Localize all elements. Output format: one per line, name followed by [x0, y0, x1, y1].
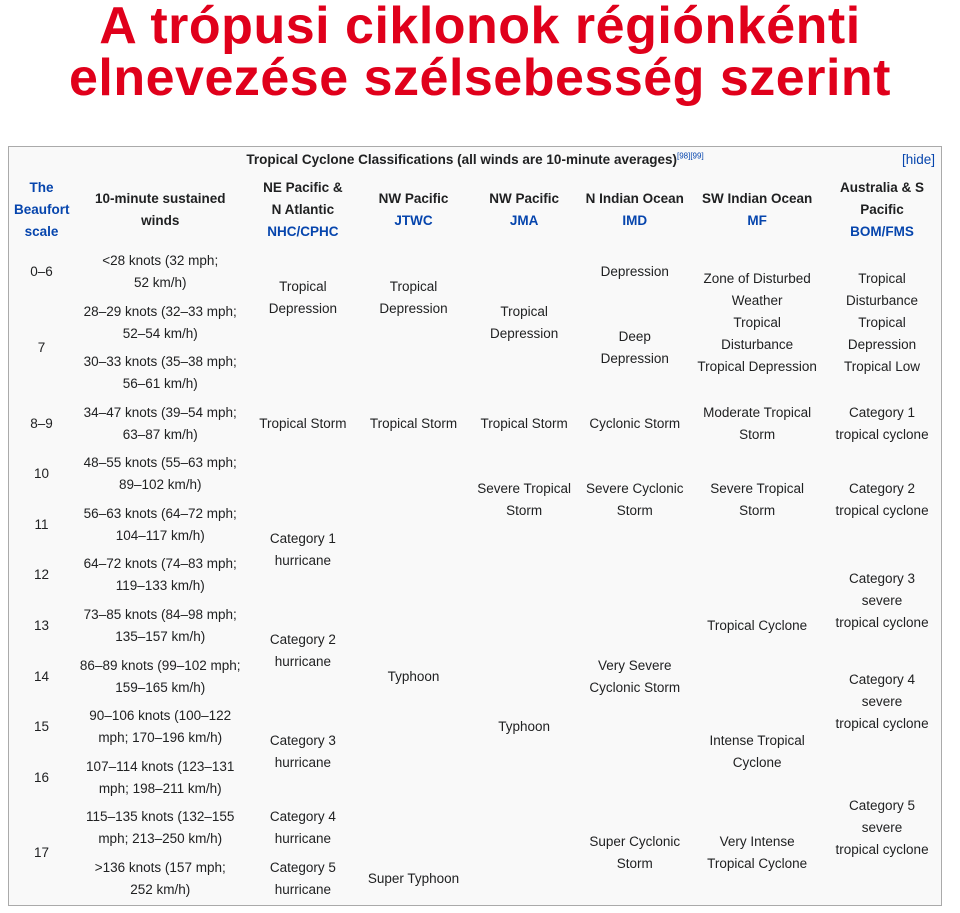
- jtwc-super-typhoon: Super Typhoon: [359, 854, 468, 903]
- nhc-category-2: [249, 602, 358, 701]
- wind-cell: [74, 652, 247, 701]
- mf-very-intense-tropical-cyclone: [691, 804, 823, 903]
- cell-text-line: Category 3: [849, 570, 916, 586]
- cell-text-line: hurricane: [274, 755, 331, 771]
- cell-text-line: NW Pacific: [489, 190, 560, 206]
- cell-text-line: Category 4: [849, 671, 916, 687]
- cell-text-line: severe: [861, 592, 903, 608]
- jtwc-empty-cell: [359, 349, 468, 398]
- cell-text-line: mph; 213–250 km/h): [98, 831, 223, 847]
- cell-text-line: 104–117 km/h): [115, 527, 205, 543]
- cell-text-line: Category 1: [269, 531, 336, 547]
- nhc-tropical-storm: Tropical Storm: [249, 400, 358, 449]
- wind-cell: [74, 501, 247, 550]
- beaufort-cell: 16: [11, 753, 72, 802]
- cell-text-line: Storm: [506, 502, 543, 518]
- wind-cell: [74, 703, 247, 752]
- cell-text-line: mph; 170–196 km/h): [98, 730, 223, 746]
- header-jtwc: [359, 173, 468, 246]
- nhc-category-4: [249, 804, 358, 853]
- beaufort-cell: 14: [11, 652, 72, 701]
- classification-table-frame: [8, 146, 942, 906]
- cell-text-line: Super Cyclonic: [589, 834, 681, 850]
- mf-low-categories: [691, 248, 823, 398]
- cell-text-line: Cyclone: [732, 755, 782, 771]
- jtwc-typhoon: Typhoon: [359, 501, 468, 853]
- slide-title-line-1: A trópusi ciklonok régiónkénti: [99, 0, 861, 55]
- cell-text-line: tropical cyclone: [835, 842, 929, 858]
- cell-text-line: Tropical: [733, 314, 781, 330]
- cell-text-line: 34–47 knots (39–54 mph;: [83, 404, 237, 420]
- beaufort-cell: 7: [11, 299, 72, 398]
- cell-text-line: Depression: [847, 336, 917, 352]
- cell-text-line: >136 knots (157 mph;: [94, 859, 226, 875]
- beaufort-cell: 12: [11, 551, 72, 600]
- wind-cell: [74, 602, 247, 651]
- beaufort-cell: 15: [11, 703, 72, 752]
- cell-text-line: 252 km/h): [130, 881, 191, 897]
- cell-text-line: Australia & S: [840, 179, 925, 195]
- cell-text-line: Disturbance: [846, 292, 919, 308]
- wind-cell: [74, 248, 247, 297]
- imd-super-cyclonic-storm: [580, 804, 689, 903]
- cell-text-line: hurricane: [274, 881, 331, 897]
- beaufort-cell: 0–6: [11, 248, 72, 297]
- cell-text-line: Deep: [618, 329, 651, 345]
- nhc-category-3: [249, 703, 358, 802]
- cell-text-line: 28–29 knots (32–33 mph;: [83, 303, 237, 319]
- cell-text-line: scale: [24, 223, 59, 239]
- slide-title-line-2: elnevezése szélsebesség szerint: [69, 49, 891, 107]
- cell-text-line: Very Intense: [719, 834, 795, 850]
- header-nhc: [249, 173, 358, 246]
- nhc-empty-cell: [249, 450, 358, 499]
- cell-text-line: 56–63 knots (64–72 mph;: [83, 505, 237, 521]
- wind-cell: [74, 349, 247, 398]
- jma-severe-tropical-storm: [470, 450, 579, 549]
- cell-text-line: 119–133 km/h): [115, 578, 205, 594]
- wind-cell: [74, 299, 247, 348]
- cell-text-line: Category 2: [269, 632, 336, 648]
- bom-low-categories: [825, 248, 939, 398]
- header-bom: [825, 173, 939, 246]
- cell-text-line: hurricane: [274, 831, 331, 847]
- bom-category-3: [825, 551, 939, 650]
- nhc-category-5: [249, 854, 358, 903]
- wind-cell: [74, 450, 247, 499]
- cell-text-line: Category 4: [269, 809, 336, 825]
- beaufort-cell: 8–9: [11, 400, 72, 449]
- cell-text-line: 30–33 knots (35–38 mph;: [83, 354, 237, 370]
- cell-text-line: severe: [861, 820, 903, 836]
- mf-tropical-cyclone: Tropical Cyclone: [691, 551, 823, 701]
- cell-text-line: 52 km/h): [133, 275, 187, 291]
- cell-text-line: Tropical: [858, 270, 906, 286]
- cell-text-line: 159–165 km/h): [115, 679, 206, 695]
- jtwc-tropical-depression: [359, 248, 468, 347]
- cell-text-line: Depression: [268, 300, 338, 316]
- imd-depression: Depression: [580, 248, 689, 297]
- table-caption: [11, 149, 939, 171]
- jma-typhoon: Typhoon: [470, 551, 579, 903]
- caption-text: Tropical Cyclone Classifications (all winds are 10-minute averages): [246, 152, 677, 168]
- cell-text-line: Storm: [616, 502, 653, 518]
- jma-tropical-depression: [470, 248, 579, 398]
- cell-text-line: Tropical: [279, 278, 327, 294]
- wind-cell: [74, 804, 247, 853]
- cell-text-line: Tropical Cyclone: [707, 856, 808, 872]
- bom-category-2: [825, 450, 939, 549]
- cell-text-line: Very Severe: [598, 657, 672, 673]
- cell-text-line: The: [29, 179, 54, 195]
- nhc-empty-cell: [249, 349, 358, 398]
- hide-link[interactable]: [hide]: [901, 152, 935, 167]
- cell-text-line: Severe Tropical: [477, 480, 572, 496]
- mf-moderate-tropical-storm: [691, 400, 823, 449]
- bom-category-5: [825, 753, 939, 903]
- cell-text-line: Severe Cyclonic: [586, 480, 684, 496]
- cell-text-line: Category 5: [269, 859, 336, 875]
- cell-text-line: Storm: [739, 502, 776, 518]
- cell-text-line: Cyclonic Storm: [589, 679, 681, 695]
- cell-text-line: 73–85 knots (84–98 mph;: [83, 607, 237, 623]
- cell-text-line: 115–135 knots (132–155: [86, 809, 235, 825]
- beaufort-cell: 13: [11, 602, 72, 651]
- cell-text-line: 63–87 km/h): [122, 426, 198, 442]
- cell-text-line: Tropical: [500, 303, 548, 319]
- cell-text-line: Depression: [379, 300, 448, 316]
- agency-link-imd[interactable]: IMD: [622, 212, 648, 228]
- cell-text-line: NW Pacific: [378, 190, 449, 206]
- cell-text-line: tropical cyclone: [835, 715, 929, 731]
- cell-text-line: tropical cyclone: [835, 614, 929, 630]
- nhc-tropical-depression: [249, 248, 358, 347]
- cell-text-line: 48–55 knots (55–63 mph;: [83, 455, 237, 471]
- jma-tropical-storm: Tropical Storm: [470, 400, 579, 449]
- cell-text-line: tropical cyclone: [835, 502, 929, 518]
- header-jma: [470, 173, 579, 246]
- imd-severe-cyclonic-storm: [580, 450, 689, 549]
- cell-text-line: Zone of Disturbed: [703, 270, 811, 286]
- agency-link-jtwc[interactable]: JTWC: [394, 212, 433, 228]
- cell-text-line: Intense Tropical: [709, 733, 805, 749]
- cell-text-line: SW Indian Ocean: [701, 190, 813, 206]
- jtwc-empty-cell: [359, 450, 468, 499]
- wind-cell: [74, 551, 247, 600]
- cell-text-line: severe: [861, 693, 903, 709]
- bom-category-4: [825, 652, 939, 751]
- cell-text-line: Depression: [490, 325, 559, 341]
- imd-very-severe-cyclonic-storm: [580, 551, 689, 802]
- agency-link-bom[interactable]: BOM/FMS: [850, 223, 914, 239]
- caption-references[interactable]: [98][99]: [676, 151, 704, 161]
- cell-text-line: hurricane: [274, 553, 331, 569]
- beaufort-cell: 17: [11, 804, 72, 903]
- cell-text-line: <28 knots (32 mph;: [102, 253, 219, 269]
- cell-text-line: 89–102 km/h): [118, 477, 202, 493]
- cell-text-line: 135–157 km/h): [115, 629, 206, 645]
- cell-text-line: Severe Tropical: [710, 480, 804, 496]
- cell-text-line: Tropical Depression: [697, 358, 817, 374]
- cell-text-line: Weather: [731, 292, 783, 308]
- bom-category-1: [825, 400, 939, 449]
- cell-text-line: Tropical: [858, 314, 906, 330]
- agency-link-mf[interactable]: MF: [747, 212, 767, 228]
- imd-cyclonic-storm: Cyclonic Storm: [580, 400, 689, 449]
- agency-link-jma[interactable]: JMA: [509, 212, 539, 228]
- cell-text-line: hurricane: [274, 654, 331, 670]
- cell-text-line: NE Pacific &: [263, 179, 343, 195]
- cell-text-line: Category 2: [849, 480, 916, 496]
- slide-title: [0, 0, 960, 107]
- cell-text-line: 107–114 knots (123–131: [86, 758, 235, 774]
- cell-text-line: Tropical: [389, 278, 438, 294]
- cell-text-line: mph; 198–211 km/h): [98, 780, 222, 796]
- header-beaufort[interactable]: [11, 173, 72, 246]
- cell-text-line: Storm: [739, 426, 776, 442]
- cell-text-line: 56–61 km/h): [122, 376, 198, 392]
- cell-text-line: Beaufort: [14, 201, 70, 217]
- cell-text-line: Category 5: [849, 798, 916, 814]
- cyclone-classification-table: [9, 147, 941, 905]
- beaufort-cell: 10: [11, 450, 72, 499]
- agency-link-nhc[interactable]: NHC/CPHC: [267, 223, 339, 239]
- cell-text-line: Disturbance: [721, 336, 794, 352]
- imd-deep-depression: [580, 299, 689, 398]
- wind-cell: [74, 753, 247, 802]
- cell-text-line: N Indian Ocean: [585, 190, 684, 206]
- wind-cell: [74, 400, 247, 449]
- cell-text-line: tropical cyclone: [835, 426, 929, 442]
- header-imd: [580, 173, 689, 246]
- cell-text-line: Depression: [600, 351, 669, 367]
- mf-severe-tropical-storm: [691, 450, 823, 549]
- cell-text-line: 52–54 km/h): [122, 325, 198, 341]
- cell-text-line: Pacific: [860, 201, 904, 217]
- cell-text-line: Category 3: [269, 733, 336, 749]
- jtwc-tropical-storm: Tropical Storm: [359, 400, 468, 449]
- cell-text-line: Tropical Low: [844, 358, 921, 374]
- cell-text-line: 90–106 knots (100–122: [89, 708, 232, 724]
- cell-text-line: 64–72 knots (74–83 mph;: [83, 556, 237, 572]
- nhc-category-1: [249, 501, 358, 600]
- cell-text-line: N Atlantic: [271, 201, 335, 217]
- cell-text-line: Moderate Tropical: [703, 404, 812, 420]
- cell-text-line: 86–89 knots (99–102 mph;: [79, 657, 241, 673]
- mf-intense-tropical-cyclone: [691, 703, 823, 802]
- header-mf: [691, 173, 823, 246]
- cell-text-line: Category 1: [849, 404, 916, 420]
- beaufort-cell: 11: [11, 501, 72, 550]
- cell-text-line: Storm: [616, 856, 653, 872]
- header-winds: 10-minute sustained winds: [74, 173, 247, 246]
- wind-cell: [74, 854, 247, 903]
